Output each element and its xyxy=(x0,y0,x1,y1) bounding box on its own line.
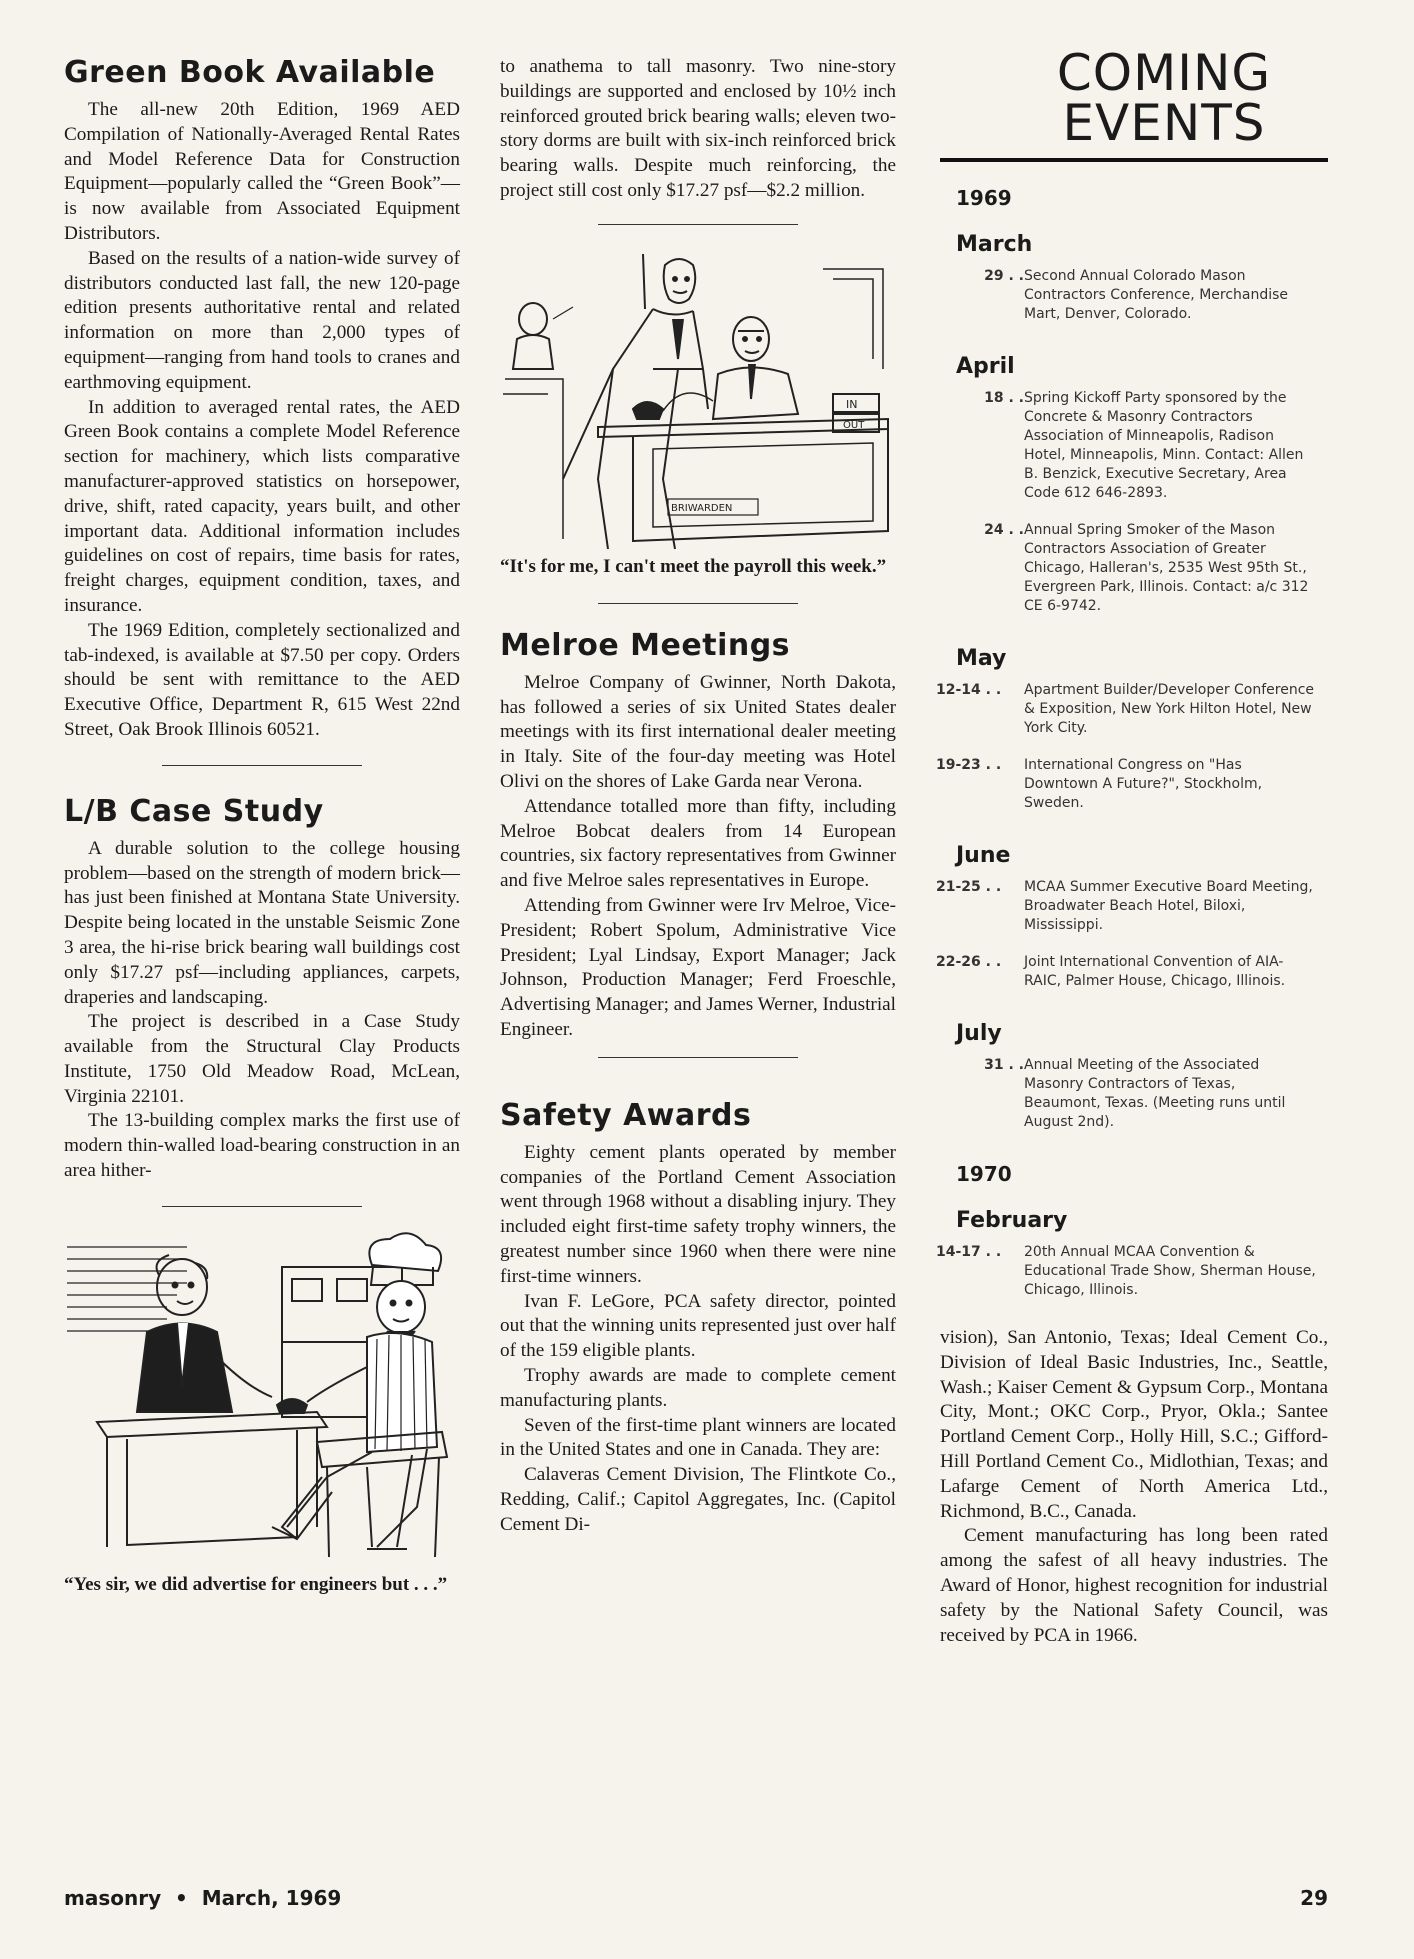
safety-heading: Safety Awards xyxy=(500,1097,752,1133)
lb-case-heading: L/B Case Study xyxy=(64,793,324,829)
event-text: 20th Annual MCAA Convention & Educational Trade Show, Sherman House, Chicago, Illinois. xyxy=(1024,1244,1316,1298)
event-text: Annual Meeting of the Associated Masonry Contractors of Texas, Beaumont, Texas. (Meeting runs until August 2nd). xyxy=(1024,1057,1286,1130)
event-text: MCAA Summer Executive Board Meeting, Broadwater Beach Hotel, Biloxi, Mississippi. xyxy=(1024,879,1313,933)
event-text: Second Annual Colorado Mason Contractors Conference, Merchandise Mart, Denver, Colorado. xyxy=(1024,268,1289,322)
safety-paragraph: Seven of the first-time plant winners are located in the United States and one in Canada. They are: xyxy=(500,1414,896,1461)
event-date: 14-17 . . xyxy=(936,1244,1002,1260)
safety-continuation: vision), San Antonio, Texas; Ideal Cement Co., Division of Ideal Basic Industries, Inc., Seattle, Wash.; Kaiser Cement & Gypsum Corp., Montana City, Mont.; OKC Corp., Pryor, Okla.; Santee Portland Cement Corp., Holly Hill, S.C.; Gifford-Hill Portland Cement Co., Midlothian, Texas; and Lafarge Cement of North America Ltd., Richmond, B.C., Canada. xyxy=(940,1327,1328,1522)
event-text: Apartment Builder/Developer Conference & Exposition, New York Hilton Hotel, New York City. xyxy=(1024,682,1315,736)
lb-case-paragraph: The 13-building complex marks the first use of modern thin-walled load-bearing construction in an area hither- xyxy=(64,1110,460,1182)
green-book-paragraph: The all-new 20th Edition, 1969 AED Compilation of Nationally-Averaged Rental Rates and Model Reference Data for Construction Equipment—popularly called the “Green Book”—is now available from Associated Equipment Distributors. xyxy=(64,99,460,244)
year-heading-1969: 1969 xyxy=(956,186,1012,210)
coming-events-title-line-2: EVENTS xyxy=(1062,94,1266,152)
green-book-paragraph: The 1969 Edition, completely sectionalized and tab-indexed, is available at $7.50 per copy. Orders should be sent with remittance to the AED Executive Office, Department R, 615 West 22nd Street, Oak Brook Illinois 60521. xyxy=(64,619,460,740)
event-text: Annual Spring Smoker of the Mason Contractors Association of Greater Chicago, Halleran's, 2535 West 95th St., Evergreen Park, Illinois. Contact: a/c 312 CE 6-9742. xyxy=(1024,522,1309,614)
event-item xyxy=(936,1243,1328,1300)
safety-paragraph: Trophy awards are made to complete cement manufacturing plants. xyxy=(500,1364,896,1411)
page-number: 29 xyxy=(1300,1886,1328,1910)
month-heading: April xyxy=(956,354,1015,379)
lb-case-continuation: to anathema to tall masonry. Two nine-story buildings are supported and enclosed by 10½ inch reinforced grouted brick bearing walls; eleven two-story dorms are built with six-inch reinforced brick bearing walls. Despite much reinforcing, the project still cost only $17.27 psf—$2.2 million. xyxy=(500,56,896,201)
event-item xyxy=(936,953,1328,991)
event-date: 12-14 . . xyxy=(936,682,1002,698)
event-item xyxy=(936,681,1328,738)
coming-events-title xyxy=(1000,44,1328,152)
tray-in-label: IN xyxy=(846,397,858,411)
safety-paragraph: Eighty cement plants operated by member companies of the Portland Cement Association went through 1968 without a disabling injury. They included eight first-time safety trophy winners, the greatest number since 1960 when there were nine first-time winners. xyxy=(500,1141,896,1287)
engineers-cartoon-illustration xyxy=(67,1227,457,1567)
column-2 xyxy=(500,55,896,1537)
event-date: 31 . . xyxy=(984,1057,1024,1073)
melroe-paragraph: Attendance totalled more than fifty, including Melroe Bobcat dealers from 14 European countries, six factory representatives from Gwinner and five Melroe sales representatives in Europe. xyxy=(500,795,896,892)
month-heading: July xyxy=(956,1021,1002,1046)
payroll-cartoon-illustration xyxy=(503,249,893,549)
event-item xyxy=(984,267,1328,324)
melroe-paragraph: Attending from Gwinner were Irv Melroe, Vice-President; Robert Spolum, Administrative Vice President; Lyal Lindsay, Export Manager; Jack Johnson, Production Manager; Ferd Froeschle, Advertising Manager; and James Werner, Industrial Engineer. xyxy=(500,894,896,1040)
cartoon-signature: BRIWARDEN xyxy=(671,502,733,514)
lb-case-paragraph: The project is described in a Case Study available from the Structural Clay Products Institute, 1750 Old Meadow Road, McLean, Virginia 22101. xyxy=(64,1011,460,1107)
tray-out-label: OUT xyxy=(843,419,865,431)
lb-case-paragraph: A durable solution to the college housing problem—based on the strength of modern brick—has just been finished at Montana State University. Despite being located in the unstable Seismic Zone 3 area, the hi-rise brick bearing wall buildings cost only $17.27 psf—including appliances, carpets, draperies and landscaping. xyxy=(64,837,460,1008)
column-3 xyxy=(936,44,1328,1648)
event-item xyxy=(936,756,1328,813)
event-item xyxy=(984,1056,1328,1132)
green-book-paragraph: Based on the results of a nation-wide survey of distributors conducted last fall, the new 120-page edition presents authoritative rental and related information on more than 2,000 types of equipment—ranging from hand tools to cranes and earthmoving equipment. xyxy=(64,247,460,393)
melroe-paragraph: Melroe Company of Gwinner, North Dakota, has followed a series of six United States dealer meetings with its first international dealer meeting in Italy. Site of the four-day meeting was Hotel Olivi on the shores of Lake Garda near Verona. xyxy=(500,671,896,792)
section-divider xyxy=(598,224,798,225)
event-date: 24 . . xyxy=(984,522,1024,538)
melroe-heading: Melroe Meetings xyxy=(500,627,791,663)
event-date: 22-26 . . xyxy=(936,954,1002,970)
event-text: International Congress on "Has Downtown A Future?", Stockholm, Sweden. xyxy=(1024,757,1263,811)
event-date: 21-25 . . xyxy=(936,879,1002,895)
green-book-heading: Green Book Available xyxy=(64,55,436,90)
section-divider xyxy=(162,1206,362,1207)
safety-paragraph: Calaveras Cement Division, The Flintkote Co., Redding, Calif.; Capitol Aggregates, Inc. (Capitol Cement Di- xyxy=(500,1464,896,1535)
event-date: 18 . . xyxy=(984,390,1024,406)
coming-events-rule xyxy=(940,158,1328,162)
safety-continuation-block xyxy=(940,1326,1328,1648)
month-heading: March xyxy=(956,232,1033,257)
event-text: Spring Kickoff Party sponsored by the Concrete & Masonry Contractors Association of Minneapolis, Radison Hotel, Minneapolis, Minn. Contact: Allen B. Benzick, Executive Secretary, Area Code 612 646-2893. xyxy=(1024,390,1304,501)
month-heading: May xyxy=(956,646,1007,671)
payroll-cartoon-caption: “It's for me, I can't meet the payroll this week.” xyxy=(500,555,887,577)
page-footer xyxy=(64,1886,1328,1910)
month-heading: June xyxy=(956,843,1011,868)
event-item xyxy=(984,389,1328,503)
event-item xyxy=(936,878,1328,935)
footer-publication: masonry • March, 1969 xyxy=(64,1886,342,1910)
event-date: 19-23 . . xyxy=(936,757,1002,773)
coming-events-title-line-1: COMING xyxy=(1056,44,1272,102)
section-divider xyxy=(598,603,798,604)
safety-paragraph: Ivan F. LeGore, PCA safety director, pointed out that the winning units represented just over half of the 159 eligible plants. xyxy=(500,1290,896,1362)
section-divider xyxy=(162,765,362,766)
event-item xyxy=(984,521,1328,616)
event-text: Joint International Convention of AIA-RAIC, Palmer House, Chicago, Illinois. xyxy=(1024,954,1286,989)
safety-closing: Cement manufacturing has long been rated among the safest of all heavy industries. The Award of Honor, highest recognition for industrial safety by the National Safety Council, was received by PCA in 1966. xyxy=(940,1525,1328,1646)
event-date: 29 . . xyxy=(984,268,1024,284)
section-divider xyxy=(598,1057,798,1058)
green-book-paragraph: In addition to averaged rental rates, the AED Green Book contains a complete Model Reference section for machinery, which lists comparative manufacturer-approved statistics on horsepower, drive, shift, rated capacity, years built, and other important data. Additional information includes guidelines on cost of repairs, time basis for rates, freight charges, equipment condition, taxes, and insurance. xyxy=(64,396,460,616)
year-heading-1970: 1970 xyxy=(956,1162,1012,1186)
column-1 xyxy=(64,55,460,1597)
engineers-cartoon-caption: “Yes sir, we did advertise for engineers but . . .” xyxy=(64,1573,448,1595)
month-heading: February xyxy=(956,1208,1068,1233)
